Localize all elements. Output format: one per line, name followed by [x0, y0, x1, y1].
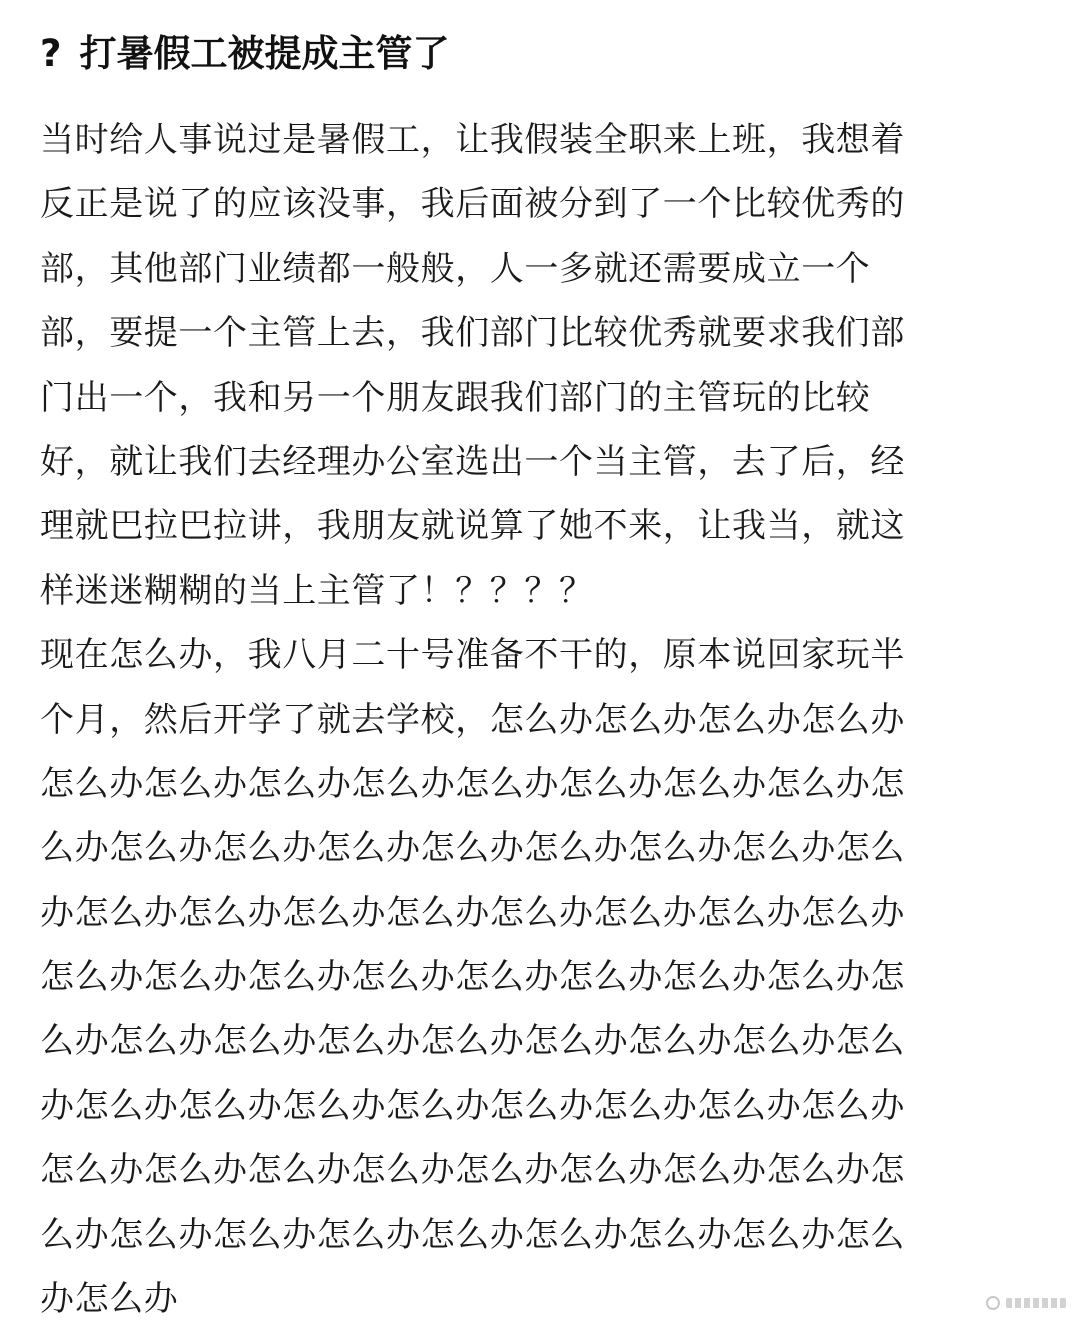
body-line: 理就巴拉巴拉讲，我朋友就说算了她不来，让我当，就这 — [40, 506, 905, 547]
body-line: 办怎么办怎么办怎么办怎么办怎么办怎么办怎么办怎么办 — [40, 892, 905, 933]
body-line: 部，要提一个主管上去，我们部门比较优秀就要求我们部 — [40, 313, 905, 354]
body-line: 样迷迷糊糊的当上主管了！？？？？ — [40, 570, 594, 611]
body-line: 门出一个，我和另一个朋友跟我们部门的主管玩的比较 — [40, 377, 871, 418]
watermark-mark — [1006, 1298, 1066, 1308]
body-line: 怎么办怎么办怎么办怎么办怎么办怎么办怎么办怎么办怎 — [40, 1150, 905, 1191]
body-line: 怎么办怎么办怎么办怎么办怎么办怎么办怎么办怎么办怎 — [40, 957, 905, 998]
body-line: 办怎么办怎么办怎么办怎么办怎么办怎么办怎么办怎么办 — [40, 1085, 905, 1126]
body-line: 么办怎么办怎么办怎么办怎么办怎么办怎么办怎么办怎么 — [40, 1021, 905, 1062]
body-line: 好，就让我们去经理办公室选出一个当主管，去了后，经 — [40, 441, 905, 482]
watermark-logo-icon — [986, 1296, 1000, 1310]
title-text: 打暑假工被提成主管了 — [79, 32, 450, 75]
body-line: 个月，然后开学了就去学校，怎么办怎么办怎么办怎么办 — [40, 699, 905, 740]
post — [40, 28, 1020, 1331]
title-question-mark: ? — [40, 32, 62, 75]
body-line: 么办怎么办怎么办怎么办怎么办怎么办怎么办怎么办怎么 — [40, 1214, 905, 1255]
post-body — [40, 108, 1020, 1331]
body-line: 办怎么办 — [40, 1279, 179, 1320]
body-line: 怎么办怎么办怎么办怎么办怎么办怎么办怎么办怎么办怎 — [40, 763, 905, 804]
watermark — [986, 1296, 1066, 1310]
body-line: 么办怎么办怎么办怎么办怎么办怎么办怎么办怎么办怎么 — [40, 828, 905, 869]
body-line: 当时给人事说过是暑假工，让我假装全职来上班，我想着 — [40, 120, 905, 160]
body-line: 部，其他部门业绩都一般般，人一多就还需要成立一个 — [40, 248, 871, 289]
body-line: 反正是说了的应该没事，我后面被分到了一个比较优秀的 — [40, 184, 905, 225]
body-line: 现在怎么办，我八月二十号准备不干的，原本说回家玩半 — [40, 635, 905, 676]
post-title — [40, 28, 1020, 80]
